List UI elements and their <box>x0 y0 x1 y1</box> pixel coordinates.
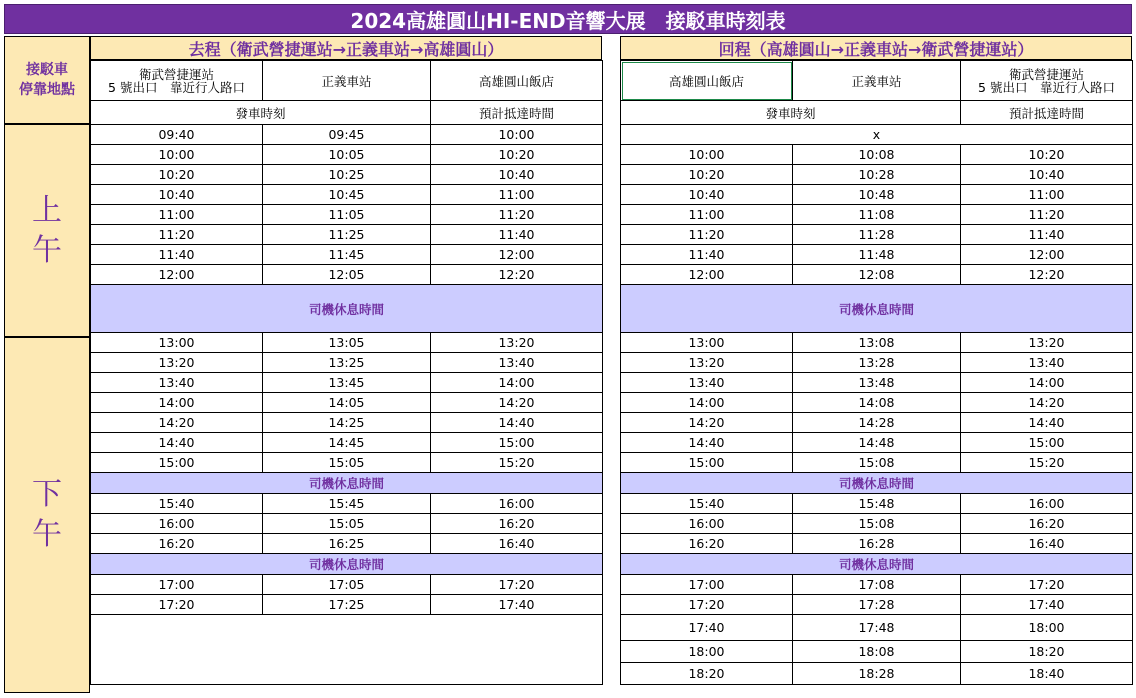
time-cell: 16:00 <box>961 494 1133 514</box>
inbound-rest-am: 司機休息時間 <box>621 285 1133 333</box>
table-row <box>621 595 1133 615</box>
table-row <box>91 185 603 205</box>
time-cell: 13:20 <box>961 333 1133 353</box>
time-cell: 18:20 <box>961 641 1133 663</box>
table-row <box>91 353 603 373</box>
time-cell: 10:40 <box>961 165 1133 185</box>
time-cell: 10:45 <box>263 185 431 205</box>
time-cell: 14:28 <box>793 413 961 433</box>
time-cell: 10:25 <box>263 165 431 185</box>
table-row <box>621 433 1133 453</box>
table-row <box>621 165 1133 185</box>
table-row <box>621 514 1133 534</box>
table-row <box>91 494 603 514</box>
time-cell: 10:20 <box>621 165 793 185</box>
inbound-stop3-line2: 5 號出口 靠近行人路口 <box>978 79 1115 95</box>
time-cell: 13:40 <box>621 373 793 393</box>
inbound-rest-pm1: 司機休息時間 <box>621 473 1133 494</box>
time-cell: 12:00 <box>431 245 603 265</box>
time-cell: 15:05 <box>263 514 431 534</box>
time-cell: 16:00 <box>431 494 603 514</box>
time-cell: 14:08 <box>793 393 961 413</box>
time-cell: 10:00 <box>431 125 603 145</box>
time-cell: 09:45 <box>263 125 431 145</box>
time-cell: 14:25 <box>263 413 431 433</box>
table-row <box>621 353 1133 373</box>
time-cell: 16:20 <box>91 534 263 554</box>
time-cell: 17:25 <box>263 595 431 615</box>
outbound-stop2-header: 正義車站 <box>263 61 431 101</box>
table-row <box>621 265 1133 285</box>
table-row <box>621 145 1133 165</box>
time-cell: 11:45 <box>263 245 431 265</box>
time-cell: 15:40 <box>91 494 263 514</box>
time-cell: 12:00 <box>961 245 1133 265</box>
time-cell: 13:45 <box>263 373 431 393</box>
time-cell: 10:20 <box>91 165 263 185</box>
time-cell: 13:48 <box>793 373 961 393</box>
am-period-cell <box>4 124 90 337</box>
time-cell: 11:40 <box>91 245 263 265</box>
table-row <box>91 453 603 473</box>
time-cell: 17:28 <box>793 595 961 615</box>
time-cell: 11:40 <box>621 245 793 265</box>
time-cell: 18:20 <box>621 663 793 685</box>
time-cell: 09:40 <box>91 125 263 145</box>
time-cell: 18:40 <box>961 663 1133 685</box>
pm-label-1: 下 <box>32 477 62 512</box>
time-cell: 14:40 <box>961 413 1133 433</box>
time-cell: 15:20 <box>431 453 603 473</box>
inbound-table <box>620 60 1133 685</box>
table-row <box>621 225 1133 245</box>
table-row <box>621 575 1133 595</box>
table-row <box>91 413 603 433</box>
time-cell: 17:20 <box>91 595 263 615</box>
time-cell: 13:20 <box>91 353 263 373</box>
table-row <box>621 663 1133 685</box>
inbound-stop1-header: 高雄圓山飯店 <box>621 61 793 101</box>
table-row <box>621 534 1133 554</box>
time-cell: 14:48 <box>793 433 961 453</box>
time-cell: 17:00 <box>621 575 793 595</box>
time-cell: 10:00 <box>621 145 793 165</box>
time-cell: 11:00 <box>91 205 263 225</box>
time-cell: 16:20 <box>431 514 603 534</box>
time-cell: 13:20 <box>621 353 793 373</box>
time-cell: 17:08 <box>793 575 961 595</box>
outbound-stop1-line2: 5 號出口 靠近行人路口 <box>108 79 245 95</box>
time-cell: 15:20 <box>961 453 1133 473</box>
time-cell: 14:45 <box>263 433 431 453</box>
outbound-arrive-label: 預計抵達時間 <box>431 101 603 125</box>
table-row <box>621 393 1133 413</box>
table-row <box>621 615 1133 641</box>
time-cell: 15:00 <box>621 453 793 473</box>
am-label-2: 午 <box>32 232 62 268</box>
outbound-stop3-header: 高雄圓山飯店 <box>431 61 603 101</box>
am-label-1: 上 <box>32 192 62 228</box>
time-cell: 12:00 <box>621 265 793 285</box>
stop-label-cell <box>4 36 90 124</box>
time-cell: 11:05 <box>263 205 431 225</box>
table-row <box>91 514 603 534</box>
time-cell: 11:20 <box>91 225 263 245</box>
inbound-first-row-x: x <box>621 125 1133 145</box>
time-cell: 13:40 <box>961 353 1133 373</box>
stop-label-line1: 接駁車 <box>26 62 68 78</box>
table-row <box>91 225 603 245</box>
table-row <box>91 205 603 225</box>
table-row <box>91 145 603 165</box>
time-cell: 13:00 <box>91 333 263 353</box>
time-cell: 15:08 <box>793 453 961 473</box>
time-cell: 12:20 <box>431 265 603 285</box>
time-cell: 15:00 <box>961 433 1133 453</box>
time-cell: 17:00 <box>91 575 263 595</box>
outbound-rest-pm1: 司機休息時間 <box>91 473 603 494</box>
time-cell: 13:05 <box>263 333 431 353</box>
time-cell: 11:40 <box>431 225 603 245</box>
time-cell: 14:40 <box>621 433 793 453</box>
time-cell: 11:00 <box>431 185 603 205</box>
time-cell: 17:40 <box>961 595 1133 615</box>
inbound-stop3-header <box>961 61 1133 101</box>
table-row <box>91 165 603 185</box>
time-cell: 14:00 <box>621 393 793 413</box>
time-cell: 11:20 <box>961 205 1133 225</box>
time-cell: 18:08 <box>793 641 961 663</box>
inbound-rest-pm2: 司機休息時間 <box>621 554 1133 575</box>
time-cell: 10:20 <box>431 145 603 165</box>
time-cell: 13:20 <box>431 333 603 353</box>
table-row <box>91 265 603 285</box>
table-row <box>621 373 1133 393</box>
table-row <box>91 333 603 353</box>
time-cell: 15:05 <box>263 453 431 473</box>
page-title: 2024高雄圓山HI-END音響大展 接駁車時刻表 <box>4 4 1132 34</box>
time-cell: 10:00 <box>91 145 263 165</box>
table-row <box>91 433 603 453</box>
time-cell: 11:00 <box>961 185 1133 205</box>
time-cell: 10:20 <box>961 145 1133 165</box>
time-cell: 12:00 <box>91 265 263 285</box>
inbound-arrive-label: 預計抵達時間 <box>961 101 1133 125</box>
table-row <box>621 641 1133 663</box>
time-cell: 11:25 <box>263 225 431 245</box>
time-cell: 10:08 <box>793 145 961 165</box>
table-row <box>91 393 603 413</box>
time-cell: 17:20 <box>431 575 603 595</box>
outbound-stop1-line1: 衛武營捷運站 <box>138 66 214 82</box>
table-row <box>91 575 603 595</box>
time-cell: 11:00 <box>621 205 793 225</box>
time-cell: 15:00 <box>91 453 263 473</box>
time-cell: 17:40 <box>431 595 603 615</box>
time-cell: 17:20 <box>961 575 1133 595</box>
table-row <box>91 595 603 615</box>
outbound-table <box>90 60 603 685</box>
inbound-stop2-header: 正義車站 <box>793 61 961 101</box>
outbound-stop1-header <box>91 61 263 101</box>
pm-label-2: 午 <box>32 517 62 552</box>
time-cell: 12:08 <box>793 265 961 285</box>
outbound-rest-pm2: 司機休息時間 <box>91 554 603 575</box>
time-cell: 16:00 <box>91 514 263 534</box>
time-cell: 17:48 <box>793 615 961 641</box>
time-cell: 15:00 <box>431 433 603 453</box>
table-row <box>621 205 1133 225</box>
table-row <box>621 185 1133 205</box>
time-cell: 16:20 <box>961 514 1133 534</box>
time-cell: 16:00 <box>621 514 793 534</box>
time-cell: 13:40 <box>431 353 603 373</box>
time-cell: 15:08 <box>793 514 961 534</box>
time-cell: 17:20 <box>621 595 793 615</box>
time-cell: 18:00 <box>621 641 793 663</box>
time-cell: 13:08 <box>793 333 961 353</box>
table-row <box>621 453 1133 473</box>
time-cell: 14:00 <box>961 373 1133 393</box>
time-cell: 15:40 <box>621 494 793 514</box>
time-cell: 13:28 <box>793 353 961 373</box>
outbound-rest-am: 司機休息時間 <box>91 285 603 333</box>
time-cell: 11:40 <box>961 225 1133 245</box>
table-row <box>91 534 603 554</box>
time-cell: 10:40 <box>91 185 263 205</box>
inbound-stop3-line1: 衛武營捷運站 <box>1008 66 1084 82</box>
time-cell: 10:40 <box>431 165 603 185</box>
time-cell: 16:25 <box>263 534 431 554</box>
time-cell: 14:40 <box>431 413 603 433</box>
time-cell: 14:00 <box>431 373 603 393</box>
time-cell: 16:40 <box>431 534 603 554</box>
outbound-depart-label: 發車時刻 <box>91 101 431 125</box>
stop-label-line2: 停靠地點 <box>19 82 75 98</box>
time-cell: 14:20 <box>961 393 1133 413</box>
table-row <box>621 494 1133 514</box>
time-cell: 10:40 <box>621 185 793 205</box>
time-cell: 16:28 <box>793 534 961 554</box>
time-cell: 10:48 <box>793 185 961 205</box>
time-cell: 15:45 <box>263 494 431 514</box>
time-cell: 15:48 <box>793 494 961 514</box>
time-cell: 16:20 <box>621 534 793 554</box>
time-cell: 12:20 <box>961 265 1133 285</box>
time-cell: 11:28 <box>793 225 961 245</box>
time-cell: 14:00 <box>91 393 263 413</box>
time-cell: 14:20 <box>91 413 263 433</box>
time-cell: 11:08 <box>793 205 961 225</box>
time-cell: 14:40 <box>91 433 263 453</box>
pm-period-cell <box>4 337 90 693</box>
inbound-depart-label: 發車時刻 <box>621 101 961 125</box>
time-cell: 17:05 <box>263 575 431 595</box>
time-cell: 18:28 <box>793 663 961 685</box>
time-cell: 11:20 <box>431 205 603 225</box>
time-cell: 17:40 <box>621 615 793 641</box>
time-cell: 11:48 <box>793 245 961 265</box>
table-row <box>621 333 1133 353</box>
time-cell: 14:20 <box>431 393 603 413</box>
time-cell: 13:25 <box>263 353 431 373</box>
outbound-heading: 去程（衛武營捷運站→正義車站→高雄圓山） <box>90 36 602 60</box>
time-cell: 10:05 <box>263 145 431 165</box>
time-cell: 13:00 <box>621 333 793 353</box>
time-cell: 16:40 <box>961 534 1133 554</box>
time-cell: 10:28 <box>793 165 961 185</box>
table-row <box>91 373 603 393</box>
time-cell: 12:05 <box>263 265 431 285</box>
time-cell: 18:00 <box>961 615 1133 641</box>
time-cell: 13:40 <box>91 373 263 393</box>
outbound-blank-area <box>91 615 603 685</box>
inbound-heading: 回程（高雄圓山→正義車站→衛武營捷運站） <box>620 36 1132 60</box>
table-row <box>621 245 1133 265</box>
table-row <box>91 125 603 145</box>
table-row <box>91 245 603 265</box>
table-row <box>621 413 1133 433</box>
time-cell: 14:20 <box>621 413 793 433</box>
time-cell: 11:20 <box>621 225 793 245</box>
time-cell: 14:05 <box>263 393 431 413</box>
